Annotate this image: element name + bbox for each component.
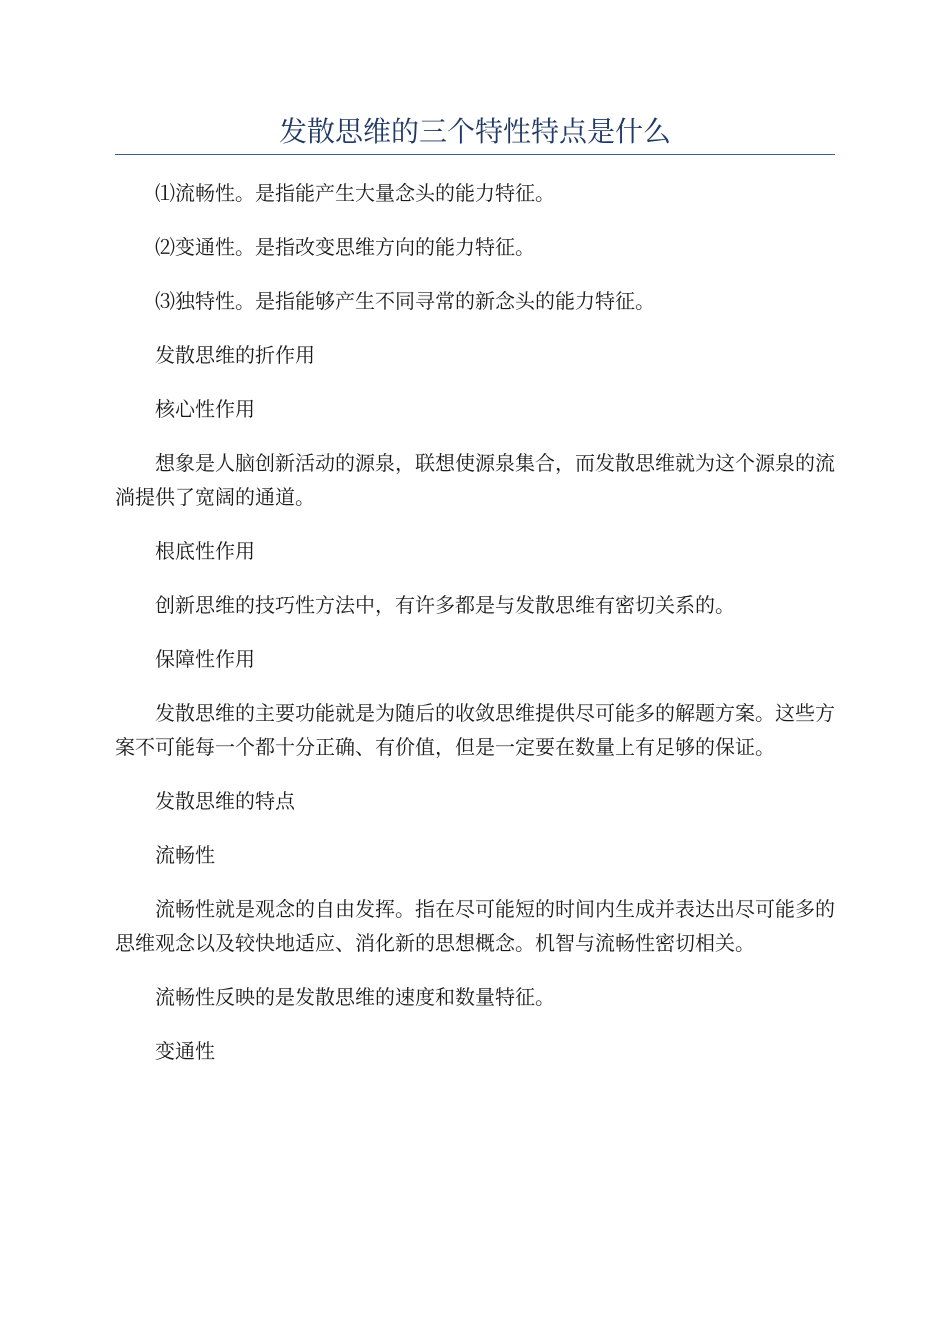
paragraph: ⑴流畅性。是指能产生大量念头的能力特征。: [155, 181, 555, 205]
document-body: [115, 176, 835, 1068]
paragraph: 发散思维的主要功能就是为随后的收敛思维提供尽可能多的解题方案。这些方案不可能每一个都十分正确、有价值，但是一定要在数量上有足够的保证。: [115, 701, 835, 759]
section-heading: 发散思维的折作用: [155, 343, 315, 367]
subsection-heading: 根底性作用: [155, 539, 255, 563]
page-title: 发散思维的三个特性特点是什么: [278, 115, 671, 148]
subsection-heading: 变通性: [155, 1039, 215, 1063]
paragraph: 创新思维的技巧性方法中，有许多都是与发散思维有密切关系的。: [155, 593, 735, 617]
section-heading: 发散思维的特点: [155, 789, 295, 813]
subsection-heading: 流畅性: [155, 843, 215, 867]
paragraph: ⑶独特性。是指能够产生不同寻常的新念头的能力特征。: [155, 289, 655, 313]
paragraph: 流畅性反映的是发散思维的速度和数量特征。: [155, 985, 555, 1009]
subsection-heading: 保障性作用: [155, 647, 255, 671]
subsection-heading: 核心性作用: [155, 397, 255, 421]
paragraph: ⑵变通性。是指改变思维方向的能力特征。: [155, 235, 535, 259]
paragraph: 流畅性就是观念的自由发挥。指在尽可能短的时间内生成并表达出尽可能多的思维观念以及较快地适应、消化新的思想概念。机智与流畅性密切相关。: [115, 897, 835, 955]
paragraph: 想象是人脑创新活动的源泉，联想使源泉集合，而发散思维就为这个源泉的流淌提供了宽阔的通道。: [115, 451, 835, 509]
title-underline: [115, 154, 835, 155]
